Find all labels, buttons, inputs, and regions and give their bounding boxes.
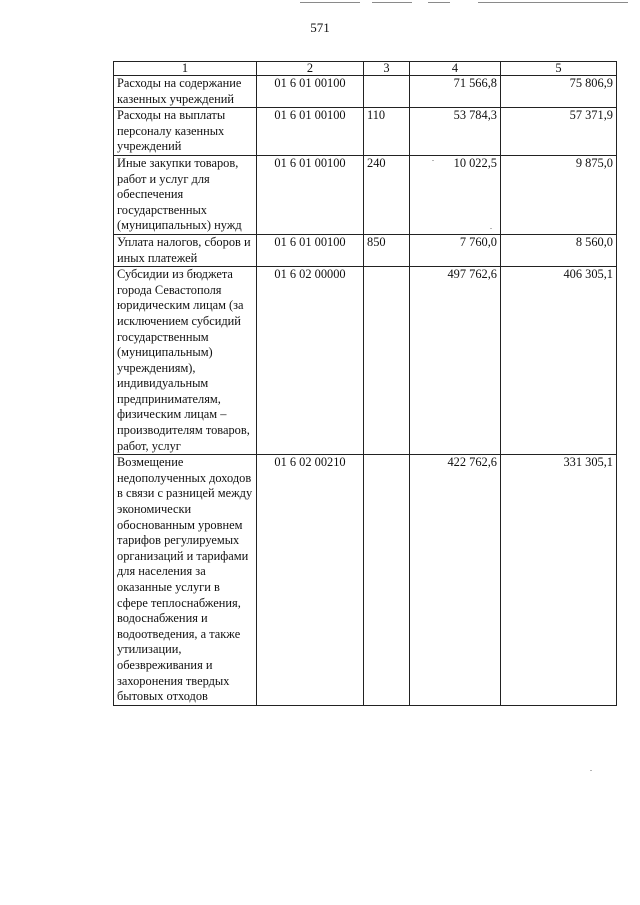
amount-year2-cell: 8 560,0 [501, 234, 617, 266]
column-header: 3 [364, 62, 410, 76]
expense-type-cell: 850 [364, 234, 410, 266]
scan-speck [590, 770, 592, 771]
column-header: 2 [257, 62, 364, 76]
budget-table [113, 61, 617, 706]
expense-type-cell [364, 455, 410, 706]
amount-year2-cell: 331 305,1 [501, 455, 617, 706]
scan-artifact-line [428, 2, 450, 3]
expense-name-cell: Уплата налогов, сборов и иных платежей [114, 234, 257, 266]
amount-year1-cell: 7 760,0 [410, 234, 501, 266]
target-article-code-cell: 01 6 01 00100 [257, 108, 364, 156]
scan-speck [432, 160, 434, 161]
expense-name-cell: Субсидии из бюджета города Севастополя юридическим лицам (за исключением субсидий государственным (муниципальным) учреждениям), индивидуальным предпринимателям, физическим лицам – производителям товаров, работ, услуг [114, 267, 257, 455]
column-header: 5 [501, 62, 617, 76]
table-row [114, 234, 617, 266]
amount-year1-cell: 422 762,6 [410, 455, 501, 706]
table-row [114, 267, 617, 455]
expense-name-cell: Расходы на выплаты персоналу казенных учреждений [114, 108, 257, 156]
expense-name-cell: Расходы на содержание казенных учреждений [114, 76, 257, 108]
amount-year1-cell: 71 566,8 [410, 76, 501, 108]
expense-type-cell: 240 [364, 155, 410, 234]
expense-type-cell [364, 76, 410, 108]
amount-year1-cell: 53 784,3 [410, 108, 501, 156]
table-header-row [114, 62, 617, 76]
target-article-code-cell: 01 6 01 00100 [257, 155, 364, 234]
expense-type-cell [364, 267, 410, 455]
scan-artifact-line [300, 2, 360, 3]
table-row [114, 455, 617, 706]
table-row [114, 76, 617, 108]
amount-year2-cell: 406 305,1 [501, 267, 617, 455]
amount-year2-cell: 57 371,9 [501, 108, 617, 156]
table-row [114, 108, 617, 156]
table-row [114, 155, 617, 234]
amount-year2-cell: 75 806,9 [501, 76, 617, 108]
scan-artifact-line [478, 2, 628, 3]
target-article-code-cell: 01 6 01 00100 [257, 234, 364, 266]
column-header: 1 [114, 62, 257, 76]
target-article-code-cell: 01 6 01 00100 [257, 76, 364, 108]
expense-name-cell: Иные закупки товаров, работ и услуг для обеспечения государственных (муниципальных) нужд [114, 155, 257, 234]
target-article-code-cell: 01 6 02 00000 [257, 267, 364, 455]
target-article-code-cell: 01 6 02 00210 [257, 455, 364, 706]
amount-year1-cell: 10 022,5 [410, 155, 501, 234]
scan-artifact-line [372, 2, 412, 3]
expense-name-cell: Возмещение недополученных доходов в связи с разницей между экономически обоснованным уровнем тарифов регулируемых организаций и тарифами для населения за оказанные услуги в сфере теплоснабжения, водоснабжения и водоотведения, а также утилизации, обезвреживания и захоронения твердых бытовых отходов [114, 455, 257, 706]
amount-year1-cell: 497 762,6 [410, 267, 501, 455]
scan-speck [490, 228, 492, 229]
column-header: 4 [410, 62, 501, 76]
amount-year2-cell: 9 875,0 [501, 155, 617, 234]
page-number: 571 [310, 20, 330, 35]
expense-type-cell: 110 [364, 108, 410, 156]
